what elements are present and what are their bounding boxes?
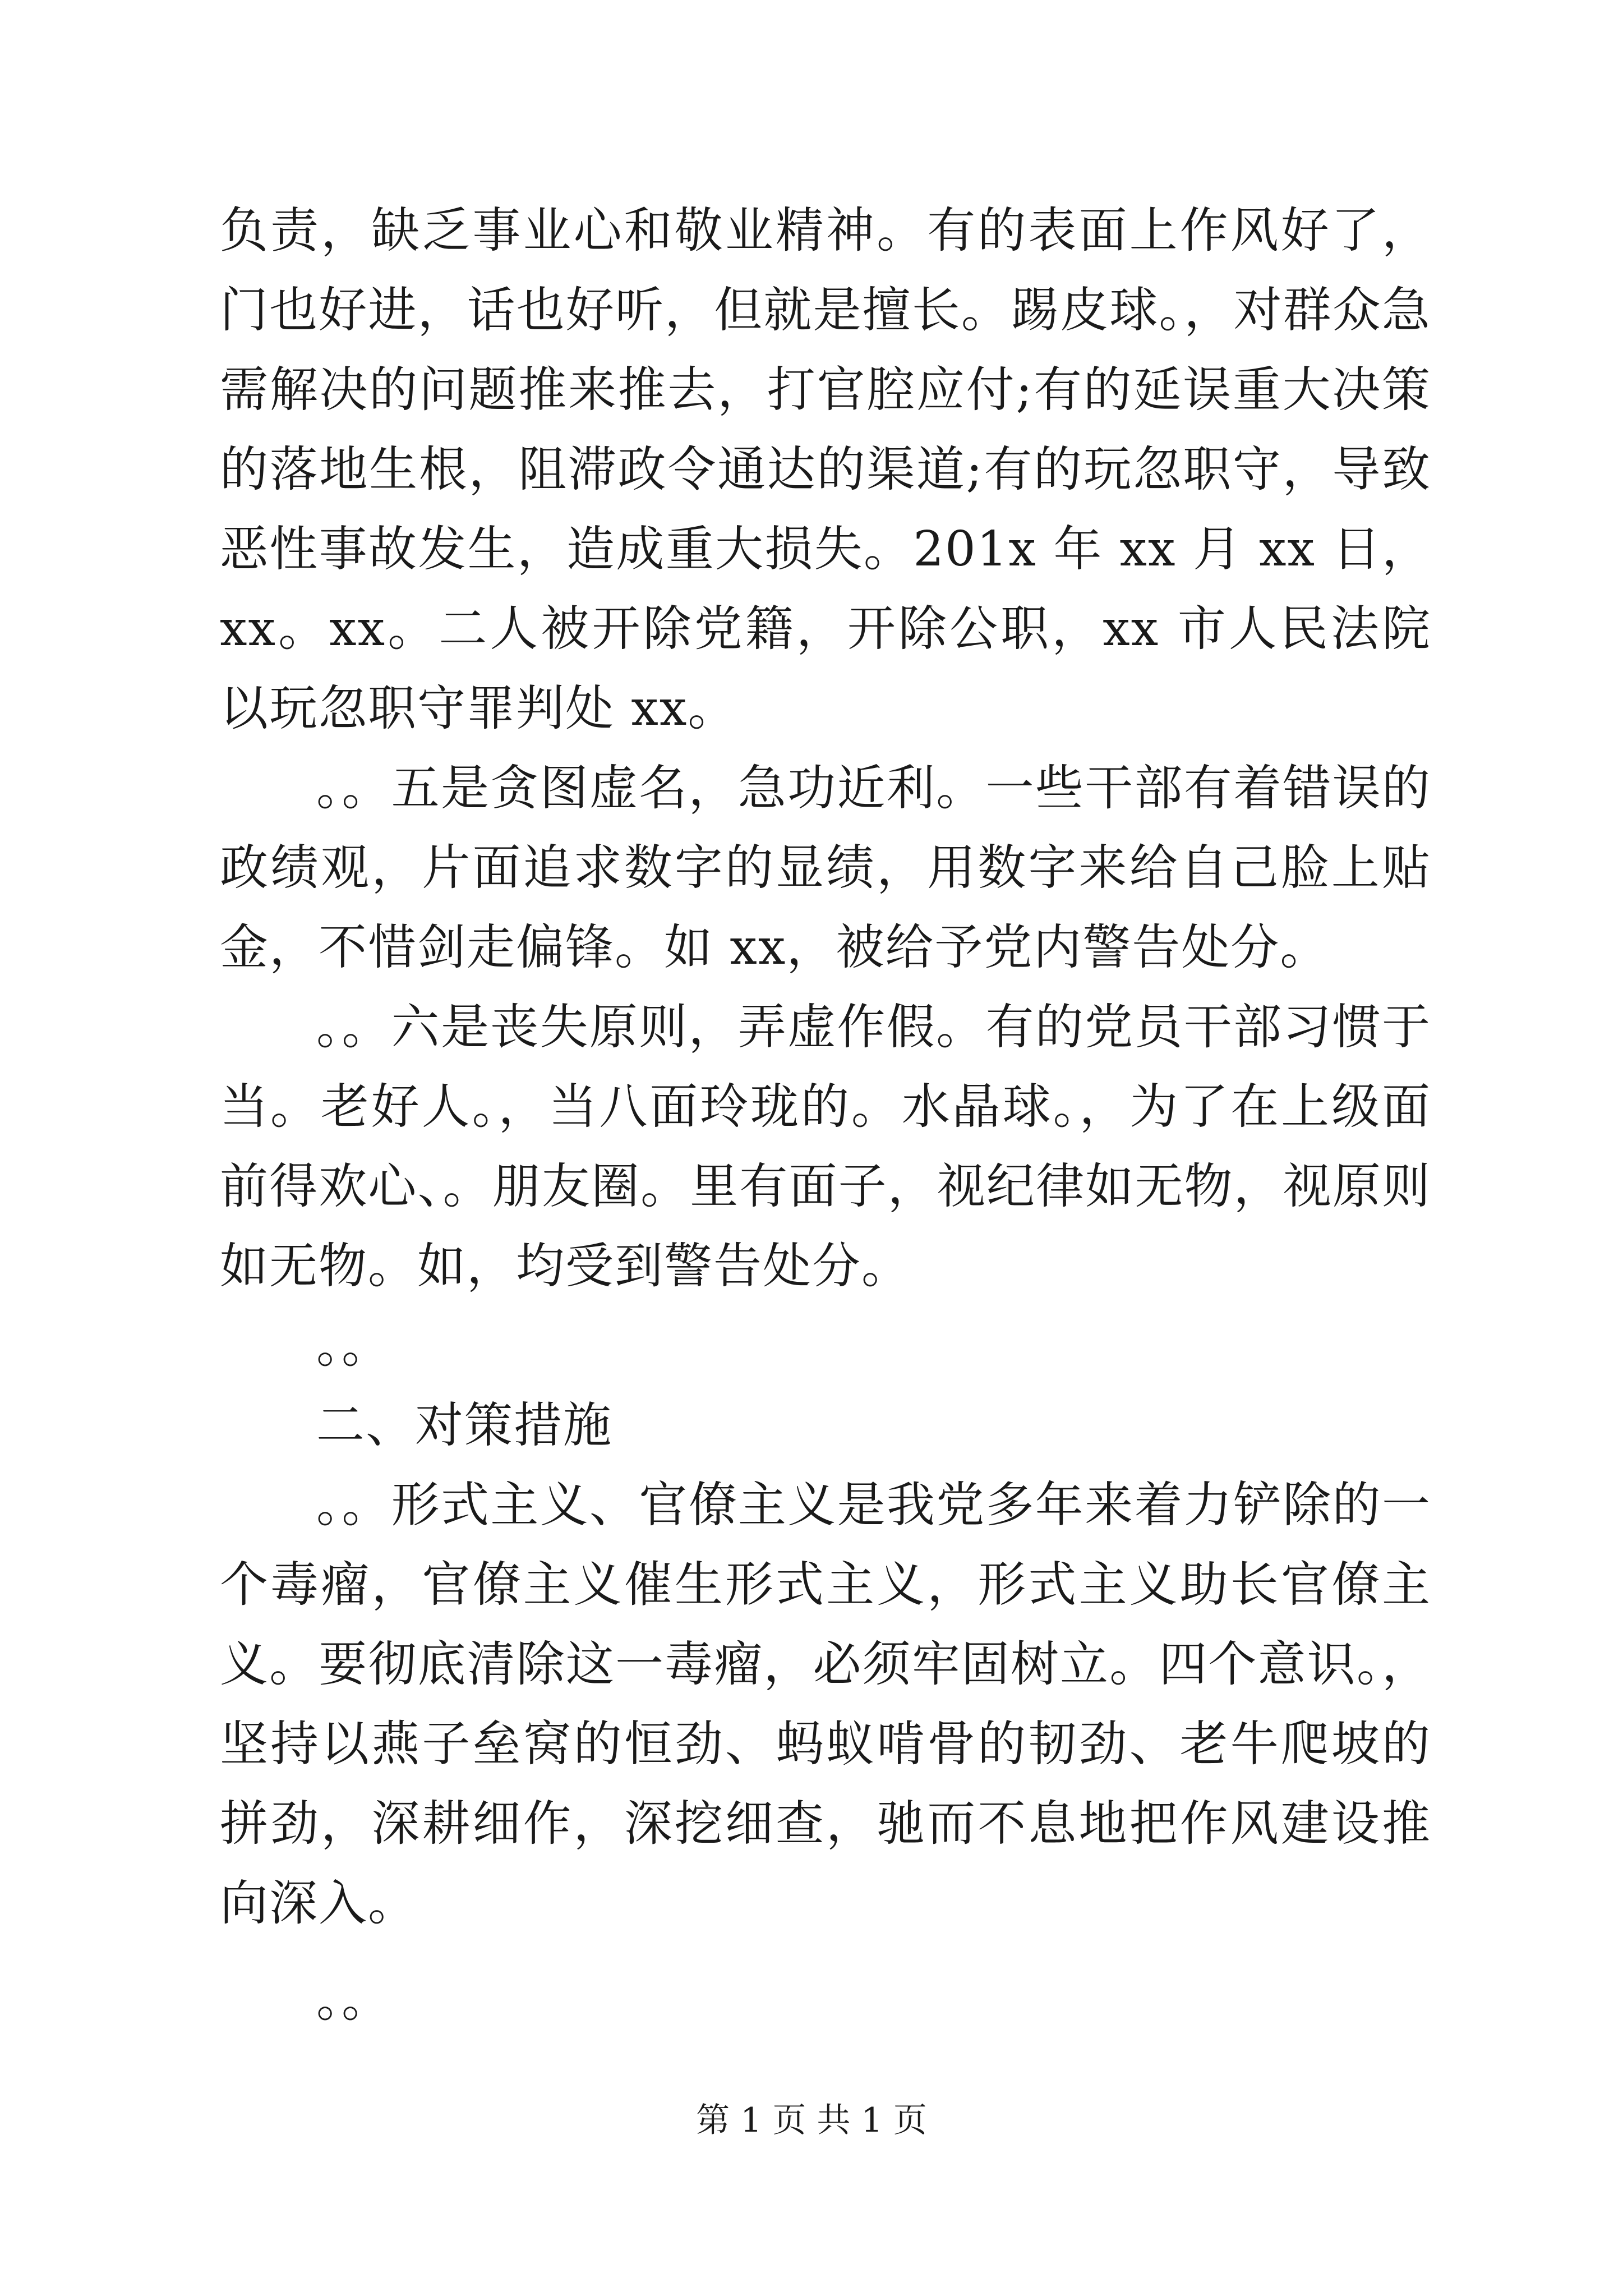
paragraph-separator: 。。	[316, 1318, 391, 1374]
paragraph-point-six: 。。六是丧失原则，弄虚作假。有的党员干部习惯于当。老好人。，当八面玲珑的。水晶球。，为了在上级面前得欢心、。朋友圈。里有面子，视纪律如无物，视原则如无物。如，均受到警告处分。	[220, 999, 1431, 1294]
page-footer: 第 1 页 共 1 页	[696, 2101, 927, 2140]
paragraph-continuation: 负责，缺乏事业心和敬业精神。有的表面上作风好了，门也好进，话也好听，但就是擅长。踢皮球。，对群众急需解决的问题推来推去，打官腔应付;有的延误重大决策的落地生根，阻滞政令通达的渠道;有的玩忽职守，导致恶性事故发生，造成重大损失。201x 年 xx 月 xx 日，xx。xx。二人被开除党籍，开除公职，xx 市人民法院以玩忽职守罪判处 xx。	[220, 203, 1431, 737]
paragraph-separator: 。。	[316, 1972, 391, 2028]
section-heading: 二、对策措施	[316, 1397, 612, 1453]
paragraph-countermeasures: 。。形式主义、官僚主义是我党多年来着力铲除的一个毒瘤，官僚主义催生形式主义，形式主义助长官僚主义。要彻底清除这一毒瘤，必须牢固树立。四个意识。，坚持以燕子垒窝的恒劲、蚂蚁啃骨的韧劲、老牛爬坡的拼劲，深耕细作，深挖细查，驰而不息地把作风建设推向深入。	[220, 1477, 1431, 1931]
document-body	[220, 191, 1431, 2040]
paragraph-point-five: 。。五是贪图虚名，急功近利。一些干部有着错误的政绩观，片面追求数字的显绩，用数字来给自己脸上贴金，不惜剑走偏锋。如 xx，被给予党内警告处分。	[220, 760, 1431, 976]
